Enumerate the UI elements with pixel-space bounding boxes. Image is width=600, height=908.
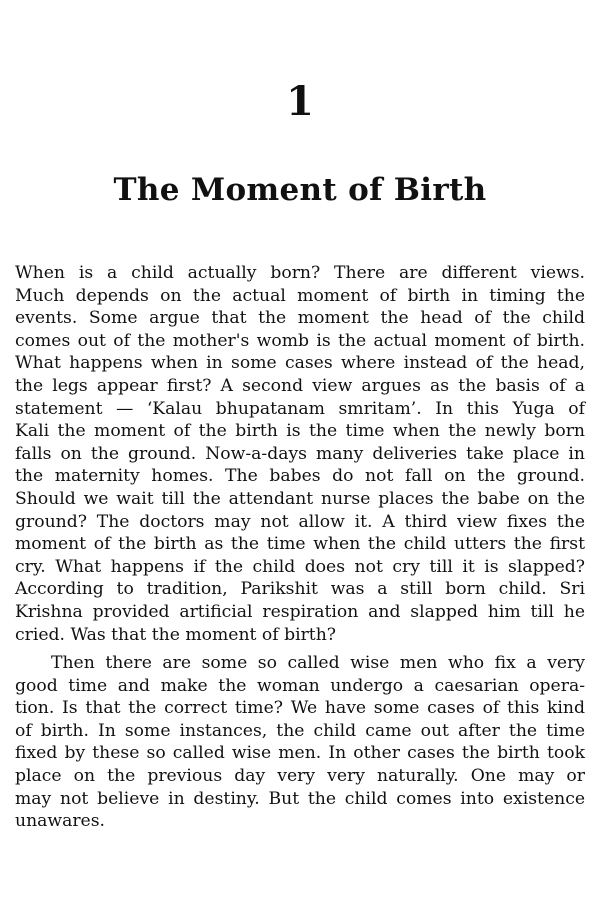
text-line: When is a child actually born? There are different views. [15, 263, 585, 283]
text-line: of birth. In some instances, the child came out after the time [15, 720, 585, 741]
text-line: falls on the ground. Now-a-days many deliveries take place in [15, 443, 585, 464]
text-line: may not believe in destiny. But the child comes into existence [15, 788, 585, 809]
text-line: cried. Was that the moment of birth? [15, 624, 336, 645]
text-line: the legs appear first? A second view argues as the basis of a [15, 375, 585, 396]
text-line: Much depends on the actual moment of birth in timing the [15, 285, 585, 306]
paragraph-1 [15, 262, 585, 646]
chapter-number: 1 [286, 78, 314, 125]
chapter-title: The Moment of Birth [113, 172, 487, 208]
text-line: ground? The doctors may not allow it. A third view fixes the [15, 511, 585, 532]
text-line: unawares. [15, 811, 106, 832]
text-line: the maternity homes. The babes do not fall on the ground. [15, 466, 585, 487]
text-line: Kali the moment of the birth is the time when the newly born [15, 421, 585, 442]
text-line: moment of the birth as the time when the child utters the first [15, 534, 585, 555]
paragraph-2 [15, 652, 585, 833]
text-line: cry. What happens if the child does not cry till it is slapped? [15, 556, 585, 577]
text-line: Krishna provided artificial respiration and slapped him till he [15, 601, 585, 622]
text-line: statement — ‘Kalau bhupatanam smritam’. In this Yuga of [15, 398, 585, 419]
text-line: Should we wait till the attendant nurse places the babe on the [15, 488, 585, 509]
text-line: fixed by these so called wise men. In other cases the birth took [15, 743, 585, 764]
text-line: tion. Is that the correct time? We have some cases of this kind [15, 698, 585, 719]
text-line: place on the previous day very very naturally. One may or [15, 766, 585, 787]
text-line: good time and make the woman undergo a caesarian opera- [15, 675, 585, 696]
text-line: What happens when in some cases where instead of the head, [15, 353, 585, 374]
text-line: events. Some argue that the moment the head of the child [15, 308, 585, 329]
text-line: comes out of the mother's womb is the actual moment of birth. [15, 330, 585, 351]
chapter-body [15, 262, 585, 833]
text-line: Then there are some so called wise men who fix a very [51, 653, 585, 674]
text-line: According to tradition, Parikshit was a still born child. Sri [15, 579, 585, 600]
